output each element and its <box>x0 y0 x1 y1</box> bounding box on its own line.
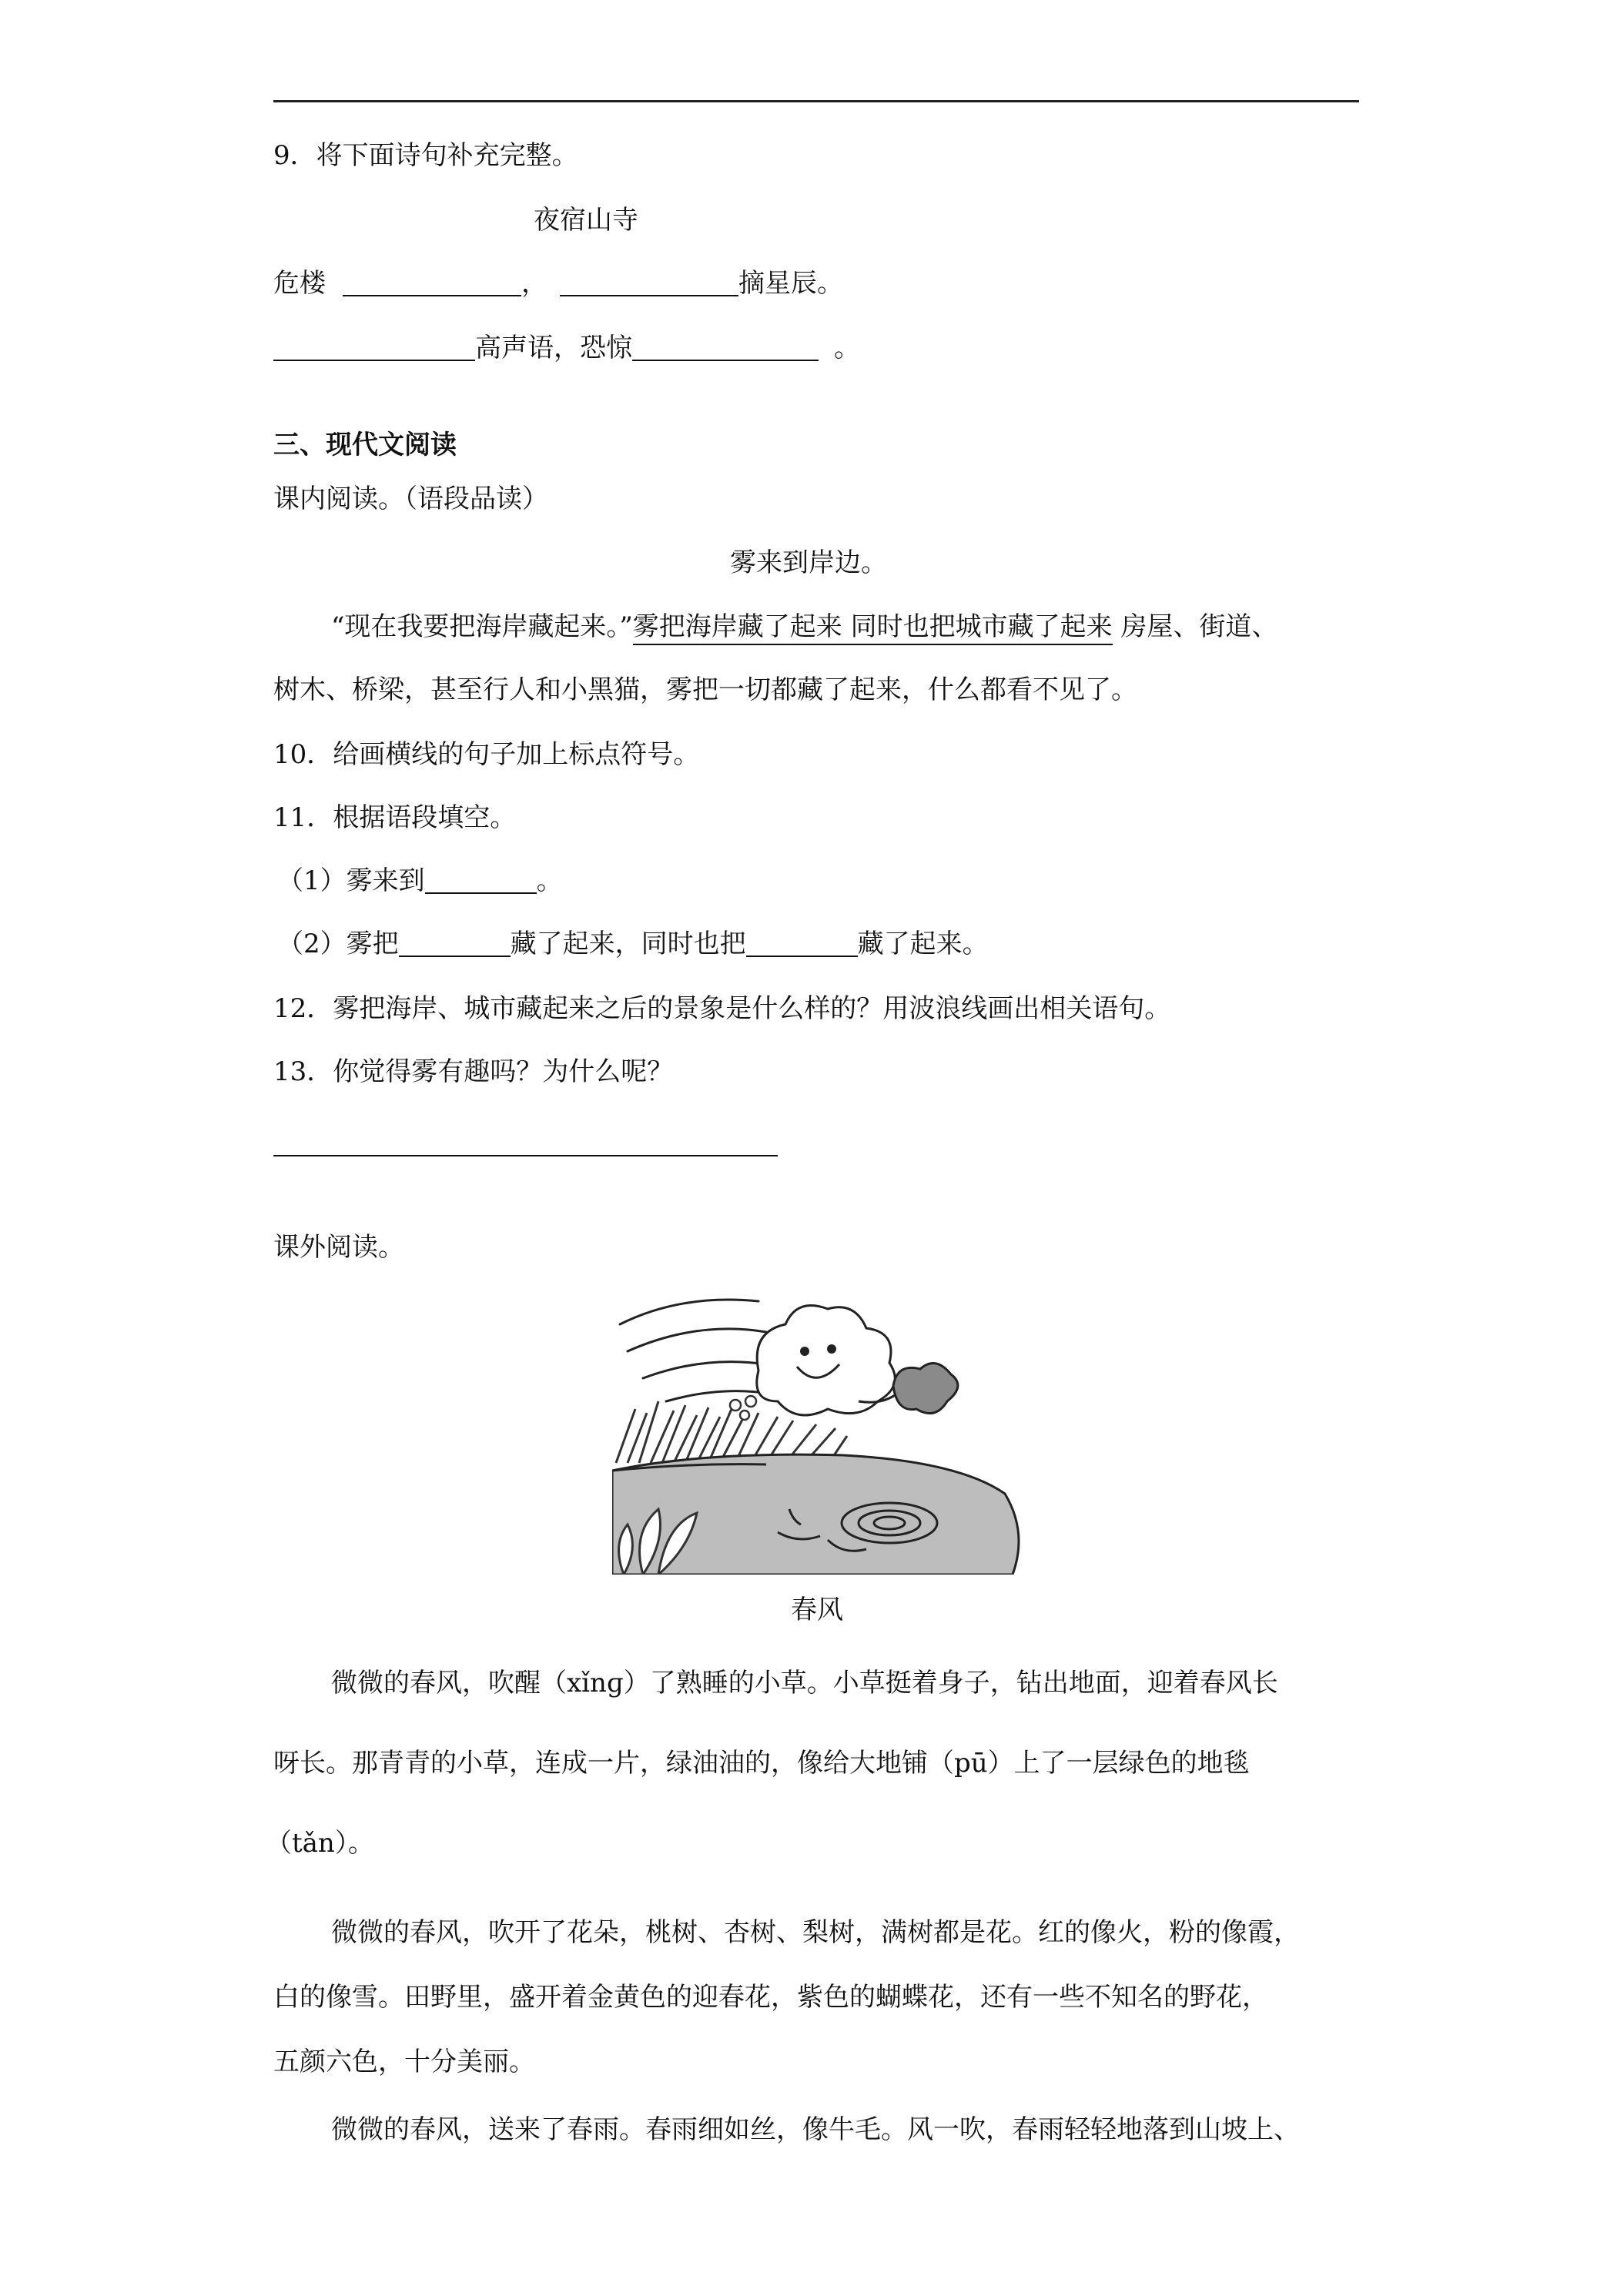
header-rule <box>273 100 1359 102</box>
poem-line2-end: 。 <box>834 333 860 363</box>
poem-line2-mid: 高声语，恐惊 <box>475 333 632 363</box>
poem-blank-3[interactable] <box>273 332 475 361</box>
q11-part2 <box>277 927 989 961</box>
q11-2-end: 藏了起来。 <box>857 929 989 959</box>
q13: 13．你觉得雾有趣吗？为什么呢？ <box>273 1056 674 1087</box>
poem-blank-1[interactable] <box>343 267 521 296</box>
q11-2-mid: 藏了起来，同时也把 <box>510 929 746 959</box>
q13-answer-line[interactable] <box>273 1155 778 1156</box>
p2-line1: 微微的春风，吹开了花朵，桃树、杏树、梨树，满树都是花。红的像火，粉的像霞， <box>331 1917 1300 1948</box>
poem-line-2 <box>273 331 860 365</box>
passage1-line1-tail: 房屋、街道、 <box>1112 611 1278 642</box>
extra-reading-intro: 课外阅读。 <box>273 1232 404 1263</box>
p2-line3: 五颜六色，十分美丽。 <box>273 2047 535 2077</box>
p1-line1: 微微的春风，吹醒（xǐnɡ）了熟睡的小草。小草挺着身子，钻出地面，迎着春风长 <box>331 1668 1278 1699</box>
spring-wind-illustration <box>612 1278 1020 1575</box>
illustration-caption: 春风 <box>791 1595 843 1625</box>
q12: 12．雾把海岸、城市藏起来之后的景象是什么样的？用波浪线画出相关语句。 <box>273 993 1171 1024</box>
q11-1-text: （1）雾来到 <box>277 865 425 896</box>
q11-part1 <box>277 864 563 898</box>
poem-blank-2[interactable] <box>560 267 738 296</box>
p1-line3: （tǎn）。 <box>266 1828 374 1859</box>
poem-title: 夜宿山寺 <box>534 205 638 236</box>
q10: 10．给画横线的句子加上标点符号。 <box>273 739 700 770</box>
poem-line1-start: 危楼 <box>273 268 326 299</box>
q11-2-blank-a[interactable] <box>399 928 511 957</box>
p2-line2: 白的像雪。田野里，盛开着金黄色的迎春花，紫色的蝴蝶花，还有一些不知名的野花， <box>273 1982 1268 2013</box>
poem-line-1 <box>273 266 843 300</box>
section-intro: 课内阅读。（语段品读） <box>273 484 548 514</box>
section-heading: 三、现代文阅读 <box>273 430 457 460</box>
q11-2-blank-b[interactable] <box>746 928 858 957</box>
q9-prompt: 9．将下面诗句补充完整。 <box>273 140 578 171</box>
q11-1-blank[interactable] <box>425 865 537 894</box>
q11-2-text: （2）雾把 <box>277 929 399 959</box>
q11-1-end: 。 <box>536 865 563 896</box>
passage1-line2: 树木、桥梁，甚至行人和小黑猫，雾把一切都藏了起来，什么都看不见了。 <box>273 674 1137 705</box>
p1-line2: 呀长。那青青的小草，连成一片，绿油油的，像给大地铺（pū）上了一层绿色的地毯 <box>273 1748 1250 1779</box>
underlined-sentence: 雾把海岸藏了起来 同时也把城市藏了起来 <box>633 611 1113 645</box>
poem-blank-4[interactable] <box>632 332 819 361</box>
q11: 11．根据语段填空。 <box>273 802 517 833</box>
poem-line1-comma: ， <box>521 268 547 299</box>
passage1-quote: “现在我要把海岸藏起来。” <box>331 611 633 642</box>
poem-line1-end: 摘星辰。 <box>738 268 843 299</box>
p3-line1: 微微的春风，送来了春雨。春雨细如丝，像牛毛。风一吹，春雨轻轻地落到山坡上、 <box>331 2114 1300 2145</box>
passage1-line0: 雾来到岸边。 <box>730 547 887 578</box>
passage1-line1 <box>331 610 1277 644</box>
